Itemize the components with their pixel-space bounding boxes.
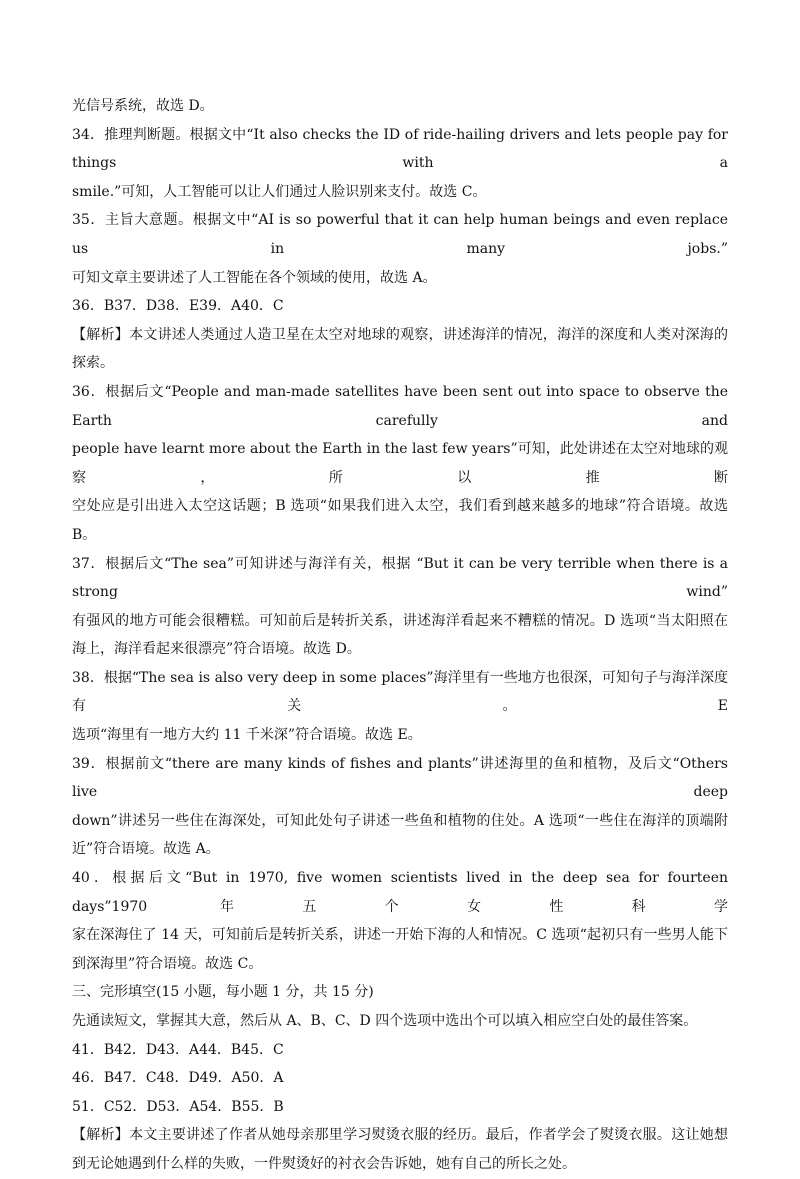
text-line: 可知文章主要讲述了人工智能在各个领域的使用，故选 A。 (72, 269, 437, 286)
text-line: 空处应是引出进入太空这话题；B 选项“如果我们进入太空，我们看到越来越多的地球”符合语境。故选 (72, 498, 728, 515)
text-line: 三、完形填空(15 小题，每小题 1 分，共 15 分) (72, 984, 374, 1001)
text-line: 【解析】本文讲述人类通过人造卫星在太空对地球的观察，讲述海洋的情况，海洋的深度和人类对深海的 (72, 326, 728, 343)
text-line: 34．推理判断题。根据文中“It also checks the ID of ride-hailing drivers and lets people pay for things with a (72, 126, 728, 172)
text-line: 36．B37．D38．E39．A40．C (72, 298, 284, 315)
text-line: 光信号系统，故选 D。 (72, 98, 214, 114)
text-line: smile.”可知，人工智能可以让人们通过人脸识别来支付。故选 C。 (72, 183, 487, 200)
text-line: 38．根据“The sea is also very deep in some places”海洋里有一些地方也很深，可知句子与海洋深度有关。E (72, 669, 728, 715)
text-line: 40．根据后文“But in 1970, five women scientists lived in the deep sea for fourteen days”1970 年五个女性科学 (72, 870, 728, 915)
text-line: 先通读短文，掌握其大意，然后从 A、B、C、D 四个选项中选出个可以填入相应空白处的最佳答案。 (72, 1013, 698, 1029)
text-line: 选项“海里有一地方大约 11 千米深”符合语境。故选 E。 (72, 727, 422, 744)
text-line: 46．B47．C48．D49．A50．A (72, 1070, 284, 1087)
text-line: B。 (72, 526, 97, 543)
text-line: 探索。 (72, 355, 114, 372)
text-line: 有强风的地方可能会很糟糕。可知前后是转折关系，讲述海洋看起来不糟糕的情况。D 选项“当太阳照在 (72, 612, 728, 629)
text-line: 近”符合语境。故选 A。 (72, 841, 220, 858)
text-line: 到无论她遇到什么样的失败，一件熨烫好的衬衣会告诉她，她有自己的所长之处。 (72, 1155, 576, 1172)
text-line: 海上，海洋看起来很漂亮”符合语境。故选 D。 (72, 641, 361, 658)
text-line: 35．主旨大意题。根据文中“AI is so powerful that it can help human beings and even replace us in many jobs.” (72, 212, 728, 257)
text-line: 36．根据后文“People and man-made satellites have been sent out into space to observe the Earth carefully and (72, 383, 728, 429)
text-line: down”讲述另一些住在海深处，可知此处句子讲述一些鱼和植物的住处。A 选项“一些住在海洋的顶端附 (72, 812, 728, 829)
text-line: 到深海里”符合语境。故选 C。 (72, 955, 263, 972)
document-page (72, 92, 728, 1179)
text-line: 家在深海住了 14 天，可知前后是转折关系，讲述一开始下海的人和情况。C 选项“起初只有一些男人能下 (72, 927, 728, 944)
text-line: 【解析】本文主要讲述了作者从她母亲那里学习熨烫衣服的经历。最后，作者学会了熨烫衣服。这让她想 (72, 1127, 728, 1144)
text-line: 39．根据前文“there are many kinds of fishes and plants”讲述海里的鱼和植物，及后文“Others live deep (72, 755, 728, 801)
text-line: people have learnt more about the Earth in the last few years”可知，此处讲述在太空对地球的观察，所以推断 (72, 441, 728, 486)
text-line: 51．C52．D53．A54．B55．B (72, 1098, 284, 1115)
text-line: 41．B42．D43．A44．B45．C (72, 1041, 284, 1058)
text-line: 37．根据后文“The sea”可知讲述与海洋有关，根据 “But it can be very terrible when there is a strong wind” (72, 555, 728, 601)
